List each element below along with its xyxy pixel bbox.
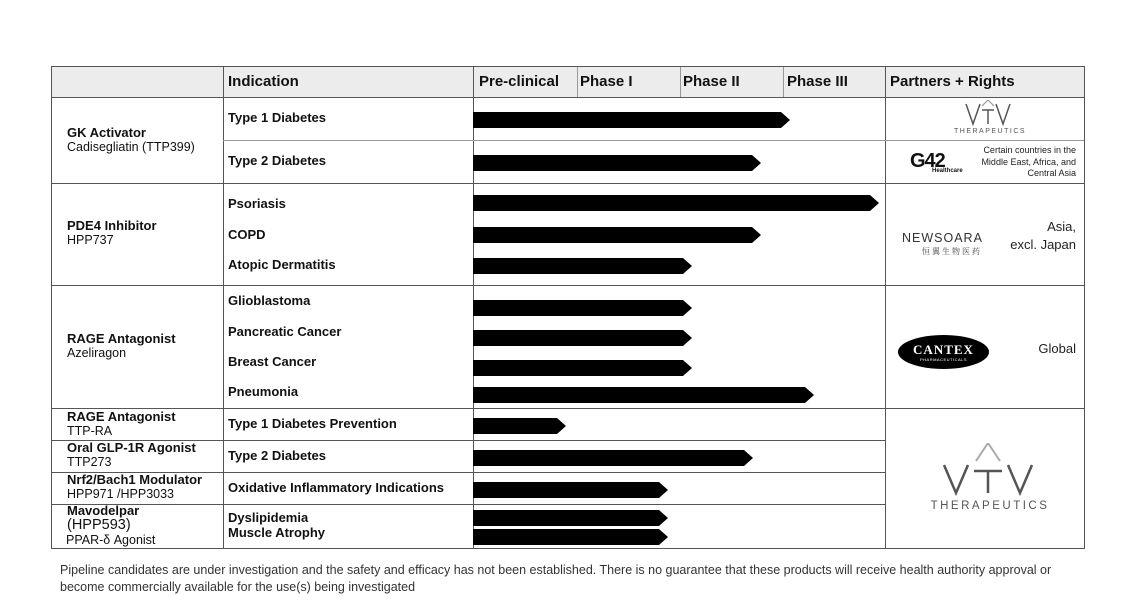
program-compound: Azeliragon: [67, 346, 127, 360]
newsoara-logo: [902, 231, 1002, 261]
g42-logo: [910, 150, 970, 180]
indication-label: Psoriasis: [228, 196, 286, 211]
vtv-logo-large-icon: [920, 443, 1060, 498]
cantex-logo-text: CANTEX: [913, 342, 974, 357]
program-compound: Cadisegliatin (TTP399): [67, 140, 195, 154]
program-name: Mavodelpar: [67, 503, 140, 518]
row-divider: [52, 97, 1084, 98]
indication-label: Oxidative Inflammatory Indications: [228, 480, 444, 495]
phase-divider: [680, 67, 681, 97]
indication-label: Pneumonia: [228, 384, 299, 399]
indication-label: Type 2 Diabetes: [228, 153, 327, 168]
program-name: GK Activator: [67, 125, 146, 140]
program-compound: (HPP593): [67, 517, 131, 533]
progress-bar: [473, 112, 790, 128]
indication-label: Muscle Atrophy: [228, 525, 326, 540]
g42-logo-text: G42: [910, 150, 945, 172]
vtv-logo-large: [920, 443, 1060, 523]
g42-rights: Certain countries in the Middle East, Africa, and Central Asia: [981, 145, 1076, 179]
header-indication: Indication: [228, 73, 299, 90]
program-name: RAGE Antagonist: [67, 331, 176, 346]
header-phase3: Phase III: [787, 73, 848, 90]
header-phase1: Phase I: [580, 73, 633, 90]
progress-bar: [473, 510, 668, 526]
header-preclinical: Pre-clinical: [479, 73, 560, 90]
newsoara-rights: [998, 218, 1076, 253]
phase-divider: [577, 67, 578, 97]
header-partners: Partners + Rights: [890, 73, 1015, 90]
program-name: Nrf2/Bach1 Modulator: [67, 472, 203, 487]
progress-bar: [473, 155, 761, 171]
indication-label: Type 2 Diabetes: [228, 448, 327, 463]
cantex-logo-sub: PHARMACEUTICALS: [919, 357, 968, 362]
row-divider: [52, 504, 885, 505]
indication-label: Pancreatic Cancer: [228, 324, 342, 339]
g42-logo-sub: Healthcare: [932, 168, 963, 174]
progress-bar: [473, 450, 753, 466]
row-divider: [52, 285, 1084, 286]
program-compound: HPP737: [67, 233, 114, 247]
indication-label: Glioblastoma: [228, 293, 311, 308]
program-compound: TTP-RA: [67, 424, 113, 438]
indication-label: COPD: [228, 227, 266, 242]
cantex-logo: [898, 335, 989, 369]
progress-bar: [473, 258, 692, 274]
newsoara-rights-line2: excl. Japan: [1010, 236, 1076, 252]
row-divider: [52, 183, 1084, 184]
row-divider: [223, 140, 1084, 141]
newsoara-rights-line1: Asia,: [1047, 219, 1076, 234]
program-name: PDE4 Inhibitor: [67, 218, 157, 233]
header-phase2: Phase II: [683, 73, 740, 90]
progress-bar: [473, 227, 761, 243]
progress-bar: [473, 418, 566, 434]
indication-label: Atopic Dermatitis: [228, 257, 336, 272]
phase-divider: [783, 67, 784, 97]
progress-bar: [473, 387, 814, 403]
newsoara-logo-text: NEWSOARA: [902, 231, 983, 245]
vtv-logo-small: [952, 100, 1027, 140]
row-divider: [52, 408, 1084, 409]
vtv-logo-sub: THERAPEUTICS: [954, 128, 1027, 135]
program-name: RAGE Antagonist: [67, 409, 176, 424]
vtv-logo-large-sub: THERAPEUTICS: [930, 500, 1050, 512]
progress-bar: [473, 195, 879, 211]
indication-label: Type 1 Diabetes Prevention: [228, 416, 397, 431]
newsoara-logo-sub: 恒翼生物医药: [922, 247, 982, 256]
indication-label: Breast Cancer: [228, 354, 317, 369]
indication-label: Type 1 Diabetes: [228, 110, 327, 125]
vtv-logo-icon: [952, 100, 1022, 128]
disclaimer: Pipeline candidates are under investigation and the safety and efficacy has not been established. There is no guarantee that these products will receive health authority approval or become commercially available for the use(s) being investigated: [60, 563, 1052, 594]
progress-bar: [473, 360, 692, 376]
cantex-rights: Global: [1038, 341, 1076, 356]
program-compound: HPP971 /HPP3033: [67, 487, 175, 501]
indication-label: Dyslipidemia: [228, 510, 309, 525]
program-name: Oral GLP-1R Agonist: [67, 440, 196, 455]
progress-bar: [473, 482, 668, 498]
program-compound: TTP273: [67, 455, 112, 469]
progress-bar: [473, 300, 692, 316]
program-mechanism: PPAR-δ Agonist: [66, 533, 156, 547]
progress-bar: [473, 529, 668, 545]
pipeline-table: [51, 66, 1085, 549]
progress-bar: [473, 330, 692, 346]
